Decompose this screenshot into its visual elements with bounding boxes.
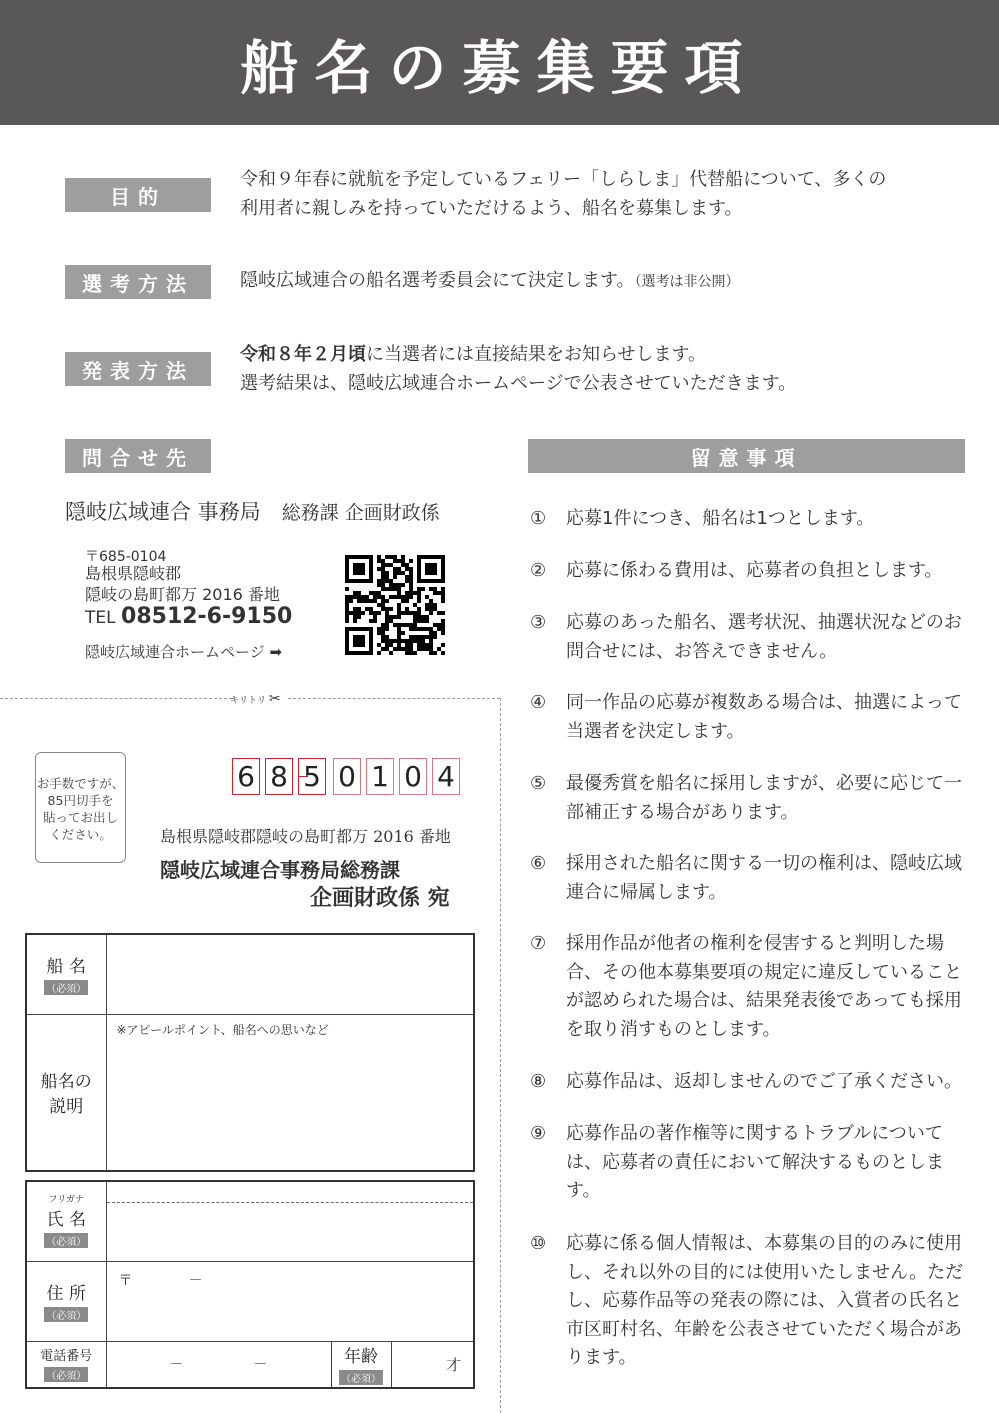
zip-digit-box: 0: [399, 758, 427, 795]
note-number: ⑥: [530, 853, 547, 874]
note-number: ⑩: [530, 1233, 547, 1254]
contact-tel: TEL 08512-6-9150: [85, 604, 293, 629]
explanation-input[interactable]: [106, 1014, 474, 1171]
label-purpose: 目的: [65, 178, 211, 212]
note-number: ③: [530, 612, 547, 633]
note-text: 応募のあった船名、選考状況、抽選状況などのお問合せには、お答えできません。: [566, 612, 962, 662]
note-text: 応募作品の著作権等に関するトラブルについては、応募者の責任において解決するものとします。: [566, 1123, 944, 1201]
note-number: ⑦: [530, 933, 547, 954]
ship-name-form: [25, 933, 475, 1172]
label-ship-name: 船 名 （必須）: [26, 934, 106, 1014]
label-phone: 電話番号 （必須）: [26, 1341, 106, 1388]
note-item: [530, 609, 970, 666]
contact-address: 島根県隠岐郡 隠岐の島町都万 2016 番地: [85, 564, 280, 604]
note-number: ⑨: [530, 1123, 547, 1144]
note-item: [530, 1230, 970, 1373]
note-text: 採用された船名に関する一切の権利は、隠岐広域連合に帰属します。: [566, 853, 962, 903]
address-input[interactable]: 〒 －: [106, 1261, 474, 1341]
selection-text: 隠岐広域連合の船名選考委員会にて決定します。（選考は非公開）: [240, 270, 740, 291]
recipient-section: 企画財政係 宛: [310, 885, 450, 911]
note-item: [530, 689, 970, 746]
note-text: 応募に係る個人情報は、本募集の目的のみに使用し、それ以外の目的には使用いたしません。ただし、応募作品等の発表の際には、入賞者の氏名と市区町村名、年齢を公表させていただく場合があります。: [566, 1233, 964, 1368]
label-address: 住 所 （必須）: [26, 1261, 106, 1341]
note-number: ②: [530, 560, 547, 581]
label-selection: 選考方法: [65, 265, 211, 299]
label-age: 年齢 （必須）: [331, 1341, 391, 1388]
note-item: [530, 1120, 970, 1206]
stamp-box: お手数ですが、 85円切手を 貼ってお出し ください。: [35, 752, 126, 863]
label-announcement: 発表方法: [65, 352, 211, 386]
cut-label: キリトリ ✂: [230, 691, 281, 707]
note-item: [530, 557, 970, 586]
zip-dash: [298, 776, 308, 777]
note-item: [530, 930, 970, 1044]
zip-digit-box: 6: [232, 758, 260, 795]
label-name: フリガナ 氏 名 （必須）: [26, 1181, 106, 1261]
recipient-name: 隠岐広域連合事務局総務課: [160, 858, 400, 882]
note-item: [530, 505, 970, 534]
note-item: [530, 770, 970, 827]
cut-line: [0, 698, 232, 699]
note-number: ⑧: [530, 1071, 547, 1092]
zip-digit-box: 5: [298, 758, 326, 795]
page-title: 船名の募集要項: [240, 33, 759, 102]
zip-digit-box: 8: [265, 758, 293, 795]
scissors-icon: ✂: [268, 691, 281, 707]
note-text: 採用作品が他者の権利を侵害すると判明した場合、その他本募集要項の規定に違反していることが認められた場合は、結果発表後であっても採用を取り消すものとします。: [566, 933, 962, 1040]
zip-digit-box: 0: [333, 758, 361, 795]
homepage-link[interactable]: 隠岐広域連合ホームページ ➡: [85, 643, 283, 661]
note-item: [530, 1068, 970, 1097]
cut-line-vertical: [500, 698, 501, 1413]
label-notes: 留意事項: [528, 439, 965, 473]
applicant-form: [25, 1180, 475, 1389]
announcement-text: 令和８年２月頃に当選者には直接結果をお知らせします。 選考結果は、隠岐広域連合ホームページで公表させていただきます。: [240, 344, 797, 394]
contact-org: 隠岐広域連合 事務局 総務課 企画財政係: [65, 500, 440, 524]
furigana-line: [107, 1202, 474, 1203]
cut-line: [288, 698, 500, 699]
phone-input[interactable]: － －: [106, 1341, 331, 1388]
contact-postal: 〒685-0104: [85, 549, 167, 565]
zip-digit-box: 1: [366, 758, 394, 795]
zip-digit-box: 4: [432, 758, 460, 795]
note-number: ④: [530, 692, 547, 713]
note-number: ⑤: [530, 773, 547, 794]
note-text: 応募1件につき、船名は1つとします。: [566, 508, 875, 529]
note-text: 応募作品は、返却しませんのでご了承ください。: [566, 1071, 962, 1092]
qr-code[interactable]: [345, 555, 445, 655]
label-explanation: 船名の説明: [26, 1014, 106, 1171]
name-input[interactable]: [106, 1181, 474, 1261]
explanation-hint: ※アピールポイント、船名への思いなど: [116, 1022, 329, 1037]
note-text: 最優秀賞を船名に採用しますが、必要に応じて一部補正する場合があります。: [566, 773, 962, 823]
header-bar: [0, 0, 999, 125]
note-item: [530, 850, 970, 907]
label-contact: 問合せ先: [65, 439, 211, 473]
note-text: 応募に係わる費用は、応募者の負担とします。: [566, 560, 943, 581]
age-input[interactable]: 才: [391, 1341, 474, 1388]
purpose-text: 令和９年春に就航を予定しているフェリー「しらしま」代替船について、多くの 利用者に親しみを持っていただけるよう、船名を募集します。: [240, 169, 887, 219]
note-number: ①: [530, 508, 547, 529]
recipient-address: 島根県隠岐郡隠岐の島町都万 2016 番地: [160, 827, 451, 846]
ship-name-input[interactable]: [106, 934, 474, 1014]
note-text: 同一作品の応募が複数ある場合は、抽選によって当選者を決定します。: [566, 692, 962, 742]
